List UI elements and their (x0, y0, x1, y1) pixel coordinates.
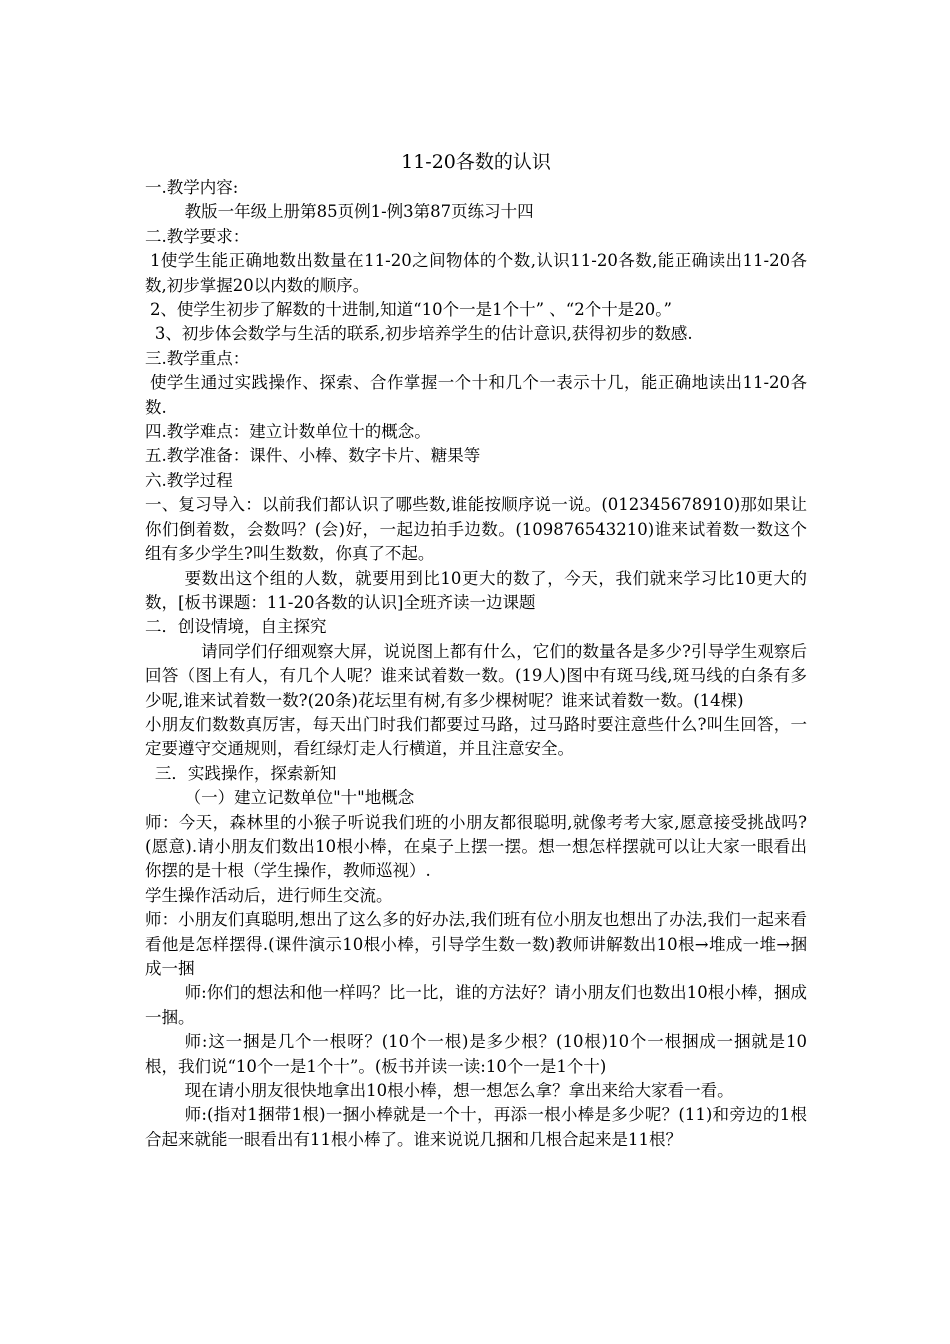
paragraph: 六.教学过程 (145, 470, 233, 490)
paragraph: 二.教学要求： (145, 226, 250, 246)
paragraph-list (145, 176, 807, 1152)
paragraph: 四.教学难点：建立计数单位十的概念。 (145, 422, 431, 442)
paragraph: 使学生通过实践操作、探索、合作掌握一个十和几个一表示十几，能正确地读出11-20各数. (145, 373, 807, 417)
paragraph: 师:(指对1捆带1根)一捆小棒就是一个十，再添一根小棒是多少呢？(11)和旁边的1根合起来就能一眼看出有11根小棒了。谁来说说几捆和几根合起来是11根？ (145, 1105, 807, 1149)
paragraph: 三．实践操作，探索新知 (154, 763, 337, 783)
document-body (145, 148, 807, 1152)
paragraph: 五.教学准备：课件、小棒、数字卡片、糖果等 (145, 446, 481, 466)
paragraph: 二．创设情境，自主探究 (145, 617, 327, 637)
paragraph: 3、初步体会数学与生活的联系,初步培养学生的估计意识,获得初步的数感. (154, 324, 693, 344)
paragraph: 小朋友们数数真厉害，每天出门时我们都要过马路，过马路时要注意些什么?叫生回答，一定要遵守交通规则，看红绿灯走人行横道，并且注意安全。 (145, 714, 807, 759)
paragraph: 三.教学重点： (145, 348, 250, 368)
paragraph: 师:你们的想法和他一样吗？比一比，谁的方法好？请小朋友们也数出10根小棒，捆成一捆。 (145, 983, 807, 1027)
paragraph: 1使学生能正确地数出数量在11-20之间物体的个数,认识11-20各数,能正确读出11-20各数,初步掌握20以内数的顺序。 (145, 251, 807, 295)
paragraph: 一、复习导入：以前我们都认识了哪些数,谁能按顺序说一说。(012345678910)那如果让你们倒着数，会数吗？(会)好，一起边拍手边数。(109876543210)谁来试着数一数这个组有多少学生?叫生数数，你真了不起。 (145, 495, 807, 564)
paragraph: 现在请小朋友很快地拿出10根小棒，想一想怎么拿？拿出来给大家看一看。 (184, 1081, 734, 1101)
paragraph: 师：今天，森林里的小猴子听说我们班的小朋友都很聪明,就像考考大家,愿意接受挑战吗?(愿意).请小朋友们数出10根小棒，在桌子上摆一摆。想一想怎样摆就可以让大家一眼看出你摆的是十根（学生操作，教师巡视）. (145, 812, 807, 881)
paragraph: 师:这一捆是几个一根呀？(10个一根)是多少根？(10根)10个一根捆成一捆就是10根，我们说“10个一是1个十”。(板书并读一读:10个一是1个十) (145, 1032, 807, 1076)
document-title: 11-20各数的认识 (401, 151, 551, 173)
paragraph: 2、使学生初步了解数的十进制,知道“10个一是1个十” 、“2个十是20。” (149, 300, 672, 320)
paragraph: 教版一年级上册第85页例1-例3第87页练习十四 (184, 202, 534, 222)
paragraph: 师：小朋友们真聪明,想出了这么多的好办法,我们班有位小朋友也想出了办法,我们一起来看看他是怎样摆得.(课件演示10根小棒，引导学生数一数)教师讲解数出10根→堆成一堆→捆成一捆 (145, 910, 807, 978)
paragraph: 请同学们仔细观察大屏，说说图上都有什么，它们的数量各是多少?引导学生观察后回答（图上有人，有几个人呢？谁来试着数一数。(19人)图中有斑马线,斑马线的白条有多少呢,谁来试着数一数?(20条)花坛里有树,有多少棵树呢？谁来试着数一数。(14棵) (145, 641, 807, 710)
paragraph: 要数出这个组的人数，就要用到比10更大的数了，今天，我们就来学习比10更大的数，[板书课题：11-20各数的认识]全班齐读一边课题 (145, 568, 807, 612)
paragraph: （一）建立记数单位"十"地概念 (184, 788, 415, 808)
paragraph: 一.教学内容: (145, 178, 239, 197)
paragraph: 学生操作活动后，进行师生交流。 (145, 885, 393, 905)
